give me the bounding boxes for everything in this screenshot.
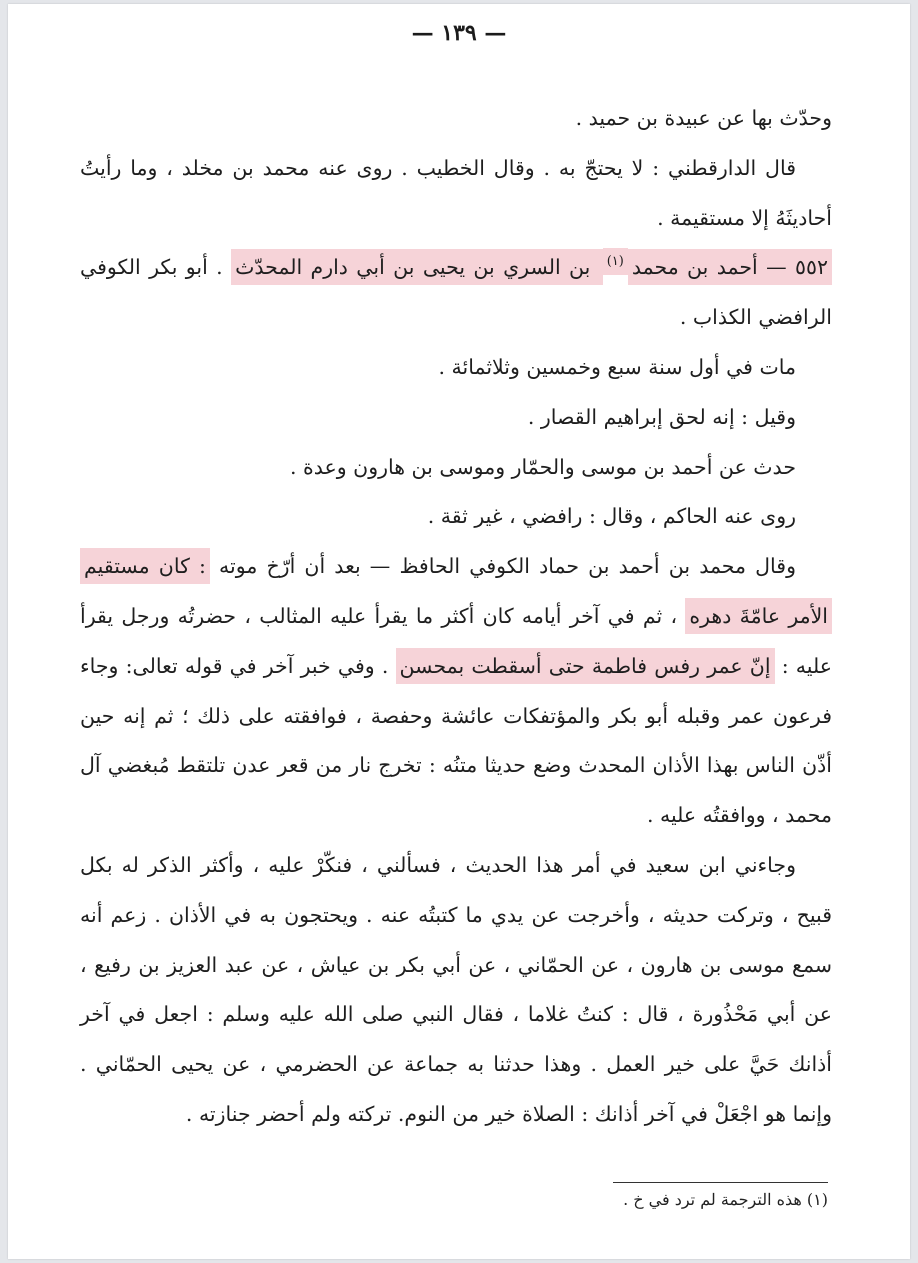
text-run: ، ثم في آخر أيامه كان أكثر ما يقرأ عليه المثالب ، حضرتُه ورجل يقرأ عليه : [80,603,832,678]
paragraph [80,94,832,144]
highlighted-text: إنّ عمر رفس فاطمة حتى أسقطت بمحسن [396,648,775,684]
paragraph [80,343,832,393]
paragraph [80,492,832,542]
highlighted-text: بن السري بن يحيى بن أبي دارم المحدّث [231,249,603,285]
footnote-marker: (١) [603,248,628,275]
highlighted-text: ٥٥٢ — أحمد بن محمد [628,249,832,285]
text-run: . وفي خبر آخر في قوله تعالى: وجاء فرعون عمر وقبله أبو بكر والمؤتفكات عائشة وحفصة ، فوافقته على ذلك ؛ ثم إنه حين أذّن الناس بهذا الأذان المحدث وضع حديثا متنُه : تخرج نار من قعر عدن تلتقط مُبغضي آل محمد ، ووافقتُه عليه . [80,653,832,828]
text-run: وجاءني ابن سعيد في أمر هذا الحديث ، فسألني ، فنكّرْ عليه ، وأكثر الذكر له بكل قبيح ، وتركت حديثه ، وأخرجت عن يدي ما كتبتُه عنه . ويحتجون به في الأذان . زعم أنه سمع موسى بن هارون ، عن الحمّاني ، عن أبي بكر بن عياش ، عن عبد العزيز بن رفيع ، عن أبي مَحْذُورة ، قال : كنتُ غلاما ، فقال النبي صلى الله عليه وسلم : اجعل في آخر أذانك حَيَّ على خير العمل . وهذا حدثنا به جماعة عن الحضرمي ، عن يحيى الحمّاني . وإنما هو اجْعَلْ في آخر أذانك : الصلاة خير من النوم. تركته ولم أحضر جنازته . [80,852,832,1126]
text-run: . أبو بكر الكوفي الرافضي الكذاب . [80,255,832,330]
paragraph [80,144,832,244]
footnote-divider [613,1182,828,1183]
text-run: قال الدارقطني : لا يحتجّ به . وقال الخطيب . روى عنه محمد بن مخلد ، وما رأيتُ أحاديثَهُ إلا مستقيمة . [80,155,832,230]
text-run: مات في أول سنة سبع وخمسين وثلاثمائة . [438,354,796,379]
text-run: روى عنه الحاكم ، وقال : رافضي ، غير ثقة . [427,504,796,529]
text-run: حدث عن أحمد بن موسى والحمّار وموسى بن هارون وعدة . [289,454,796,479]
paragraph [80,243,832,343]
highlighted-text: : كان مستقيم الأمر عامّةَ دهره [80,548,832,634]
page-body [80,94,832,1140]
text-run: وقال محمد بن أحمد بن حماد الكوفي الحافظ — بعد أن أرّخ موته [209,554,797,579]
footnote: (١) هذه الترجمة لم ترد في خ . [623,1190,828,1209]
page-number: — ١٣٩ — [411,20,507,46]
paragraph [80,841,832,1140]
text-run: وقيل : إنه لحق إبراهيم القصار . [527,404,796,429]
paragraph [80,443,832,493]
paragraph [80,393,832,443]
text-run: وحدّث بها عن عبيدة بن حميد . [575,106,832,130]
paragraph [80,542,832,841]
book-page [8,4,910,1259]
